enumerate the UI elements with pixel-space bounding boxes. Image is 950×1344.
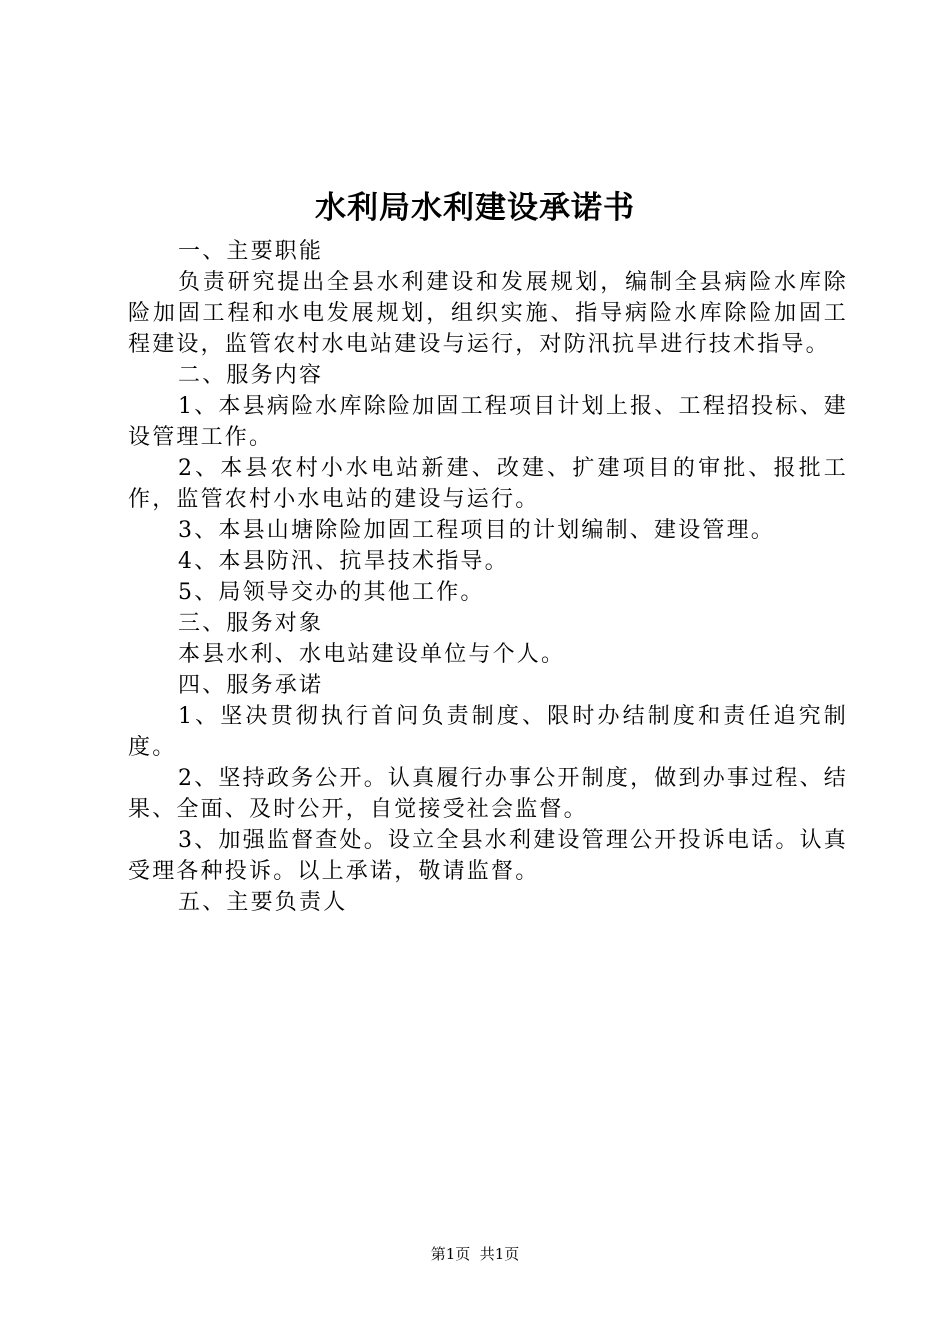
document-body xyxy=(128,236,848,918)
page-footer xyxy=(0,1244,950,1264)
service-item-4: 4、本县防汛、抗旱技术指导。 xyxy=(178,549,509,574)
commitment-item-1: 1、坚决贯彻执行首问负责制度、限时办结制度和责任追究制度。 xyxy=(128,704,848,760)
commitment-item-2: 2、坚持政务公开。认真履行办事公开制度，做到办事过程、结果、全面、及时公开，自觉接受社会监督。 xyxy=(128,766,848,822)
service-item-1: 1、本县病险水库除险加固工程项目计划上报、工程招投标、建设管理工作。 xyxy=(128,394,848,450)
section-heading-functions: 一、主要职能 xyxy=(178,239,324,264)
document-title: 水利局水利建设承诺书 xyxy=(315,190,635,226)
service-item-5: 5、局领导交办的其他工作。 xyxy=(178,580,485,605)
commitment-item-3: 3、加强监督查处。设立全县水利建设管理公开投诉电话。认真受理各种投诉。以上承诺，敬请监督。 xyxy=(128,828,848,884)
service-item-3: 3、本县山塘除险加固工程项目的计划编制、建设管理。 xyxy=(178,518,775,543)
section-heading-responsible-person: 五、主要负责人 xyxy=(178,890,348,915)
service-item-2: 2、本县农村小水电站新建、改建、扩建项目的审批、报批工作，监管农村小水电站的建设与运行。 xyxy=(128,456,848,512)
section-heading-services: 二、服务内容 xyxy=(178,363,324,388)
section-heading-commitments: 四、服务承诺 xyxy=(178,673,324,698)
section-heading-audience: 三、服务对象 xyxy=(178,611,324,636)
functions-paragraph: 负责研究提出全县水利建设和发展规划，编制全县病险水库除险加固工程和水电发展规划，组织实施、指导病险水库除险加固工程建设，监管农村水电站建设与运行，对防汛抗旱进行技术指导。 xyxy=(128,270,848,357)
page-number: 第1页 共1页 xyxy=(430,1245,520,1263)
audience-paragraph: 本县水利、水电站建设单位与个人。 xyxy=(178,642,566,667)
